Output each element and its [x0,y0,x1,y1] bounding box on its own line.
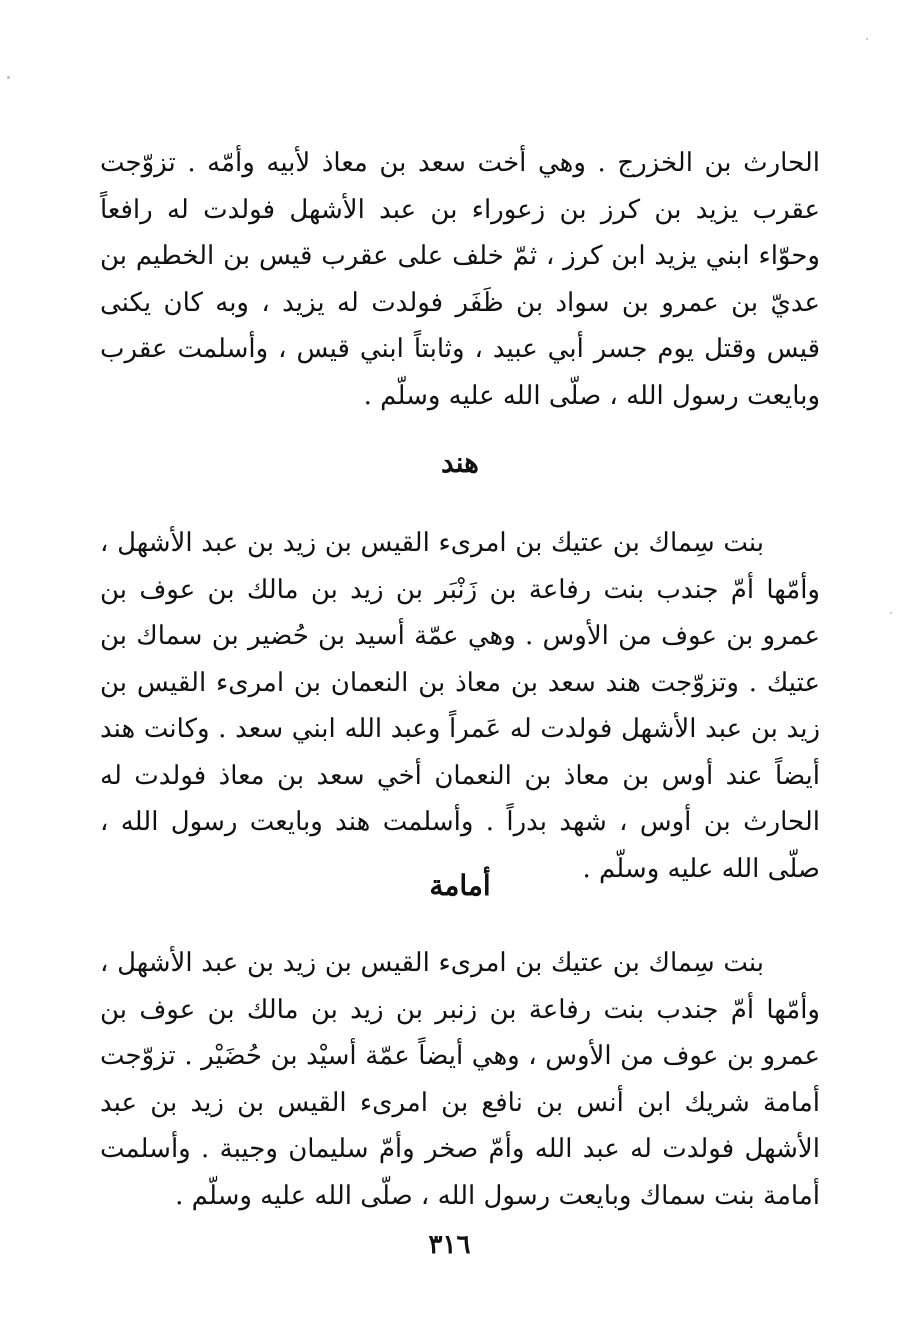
paragraph-hind: بنت سِماك بن عتيك بن امرىء القيس بن زيد بن عبد الأشهل ، وأمّها أمّ جندب بنت رفاعة بن زَنْبَر بن زيد بن مالك بن عوف بن عمرو بن عوف من الأوس . وهي عمّة أسيد بن حُضير بن سماك بن عتيك . وتزوّجت هند سعد بن معاذ بن النعمان بن امرىء القيس بن زيد بن عبد الأشهل فولدت له عَمراً وعبد الله ابني سعد . وكانت هند أيضاً عند أوس بن معاذ بن النعمان أخي سعد بن معاذ فولدت له الحارث بن أوس ، شهد بدراً . وأسلمت هند وبايعت رسول الله ، صلّى الله عليه وسلّم . [100,528,820,884]
paragraph-continuation: الحارث بن الخزرج . وهي أخت سعد بن معاذ لأبيه وأمّه . تزوّجت عقرب يزيد بن كرز بن زعوراء بن عبد الأشهل فولدت له رافعاً وحوّاء ابني يزيد ابن كرز ، ثمّ خلف على عقرب قيس بن الخطيم بن عديّ بن عمرو بن سواد بن ظَفَر فولدت له يزيد ، وبه كان يكنى قيس وقتل يوم جسر أبي عبيد ، وثابتاً ابني قيس ، وأسلمت عقرب وبايعت رسول الله ، صلّى الله عليه وسلّم . [100,148,820,411]
section-title-umama: أمامة [429,869,491,902]
paper-speck [7,76,10,79]
paper-speck [866,38,868,40]
paper-speck [890,612,892,614]
paragraph-umama: بنت سِماك بن عتيك بن امرىء القيس بن زيد بن عبد الأشهل ، وأمّها أمّ جندب بنت رفاعة بن زنبر بن زيد بن مالك بن عوف بن عمرو بن عوف من الأوس ، وهي أيضاً عمّة أسيْد بن حُضَيْر . تزوّجت أمامة شريك ابن أنس بن نافع بن امرىء القيس بن زيد بن عبد الأشهل فولدت له عبد الله وأمّ صخر وأمّ سليمان وجيبة . وأسلمت أمامة بنت سماك وبايعت رسول الله ، صلّى الله عليه وسلّم . [100,948,820,1211]
section-title-hind: هند [441,446,479,479]
page-number: ٣١٦ [428,1230,471,1260]
